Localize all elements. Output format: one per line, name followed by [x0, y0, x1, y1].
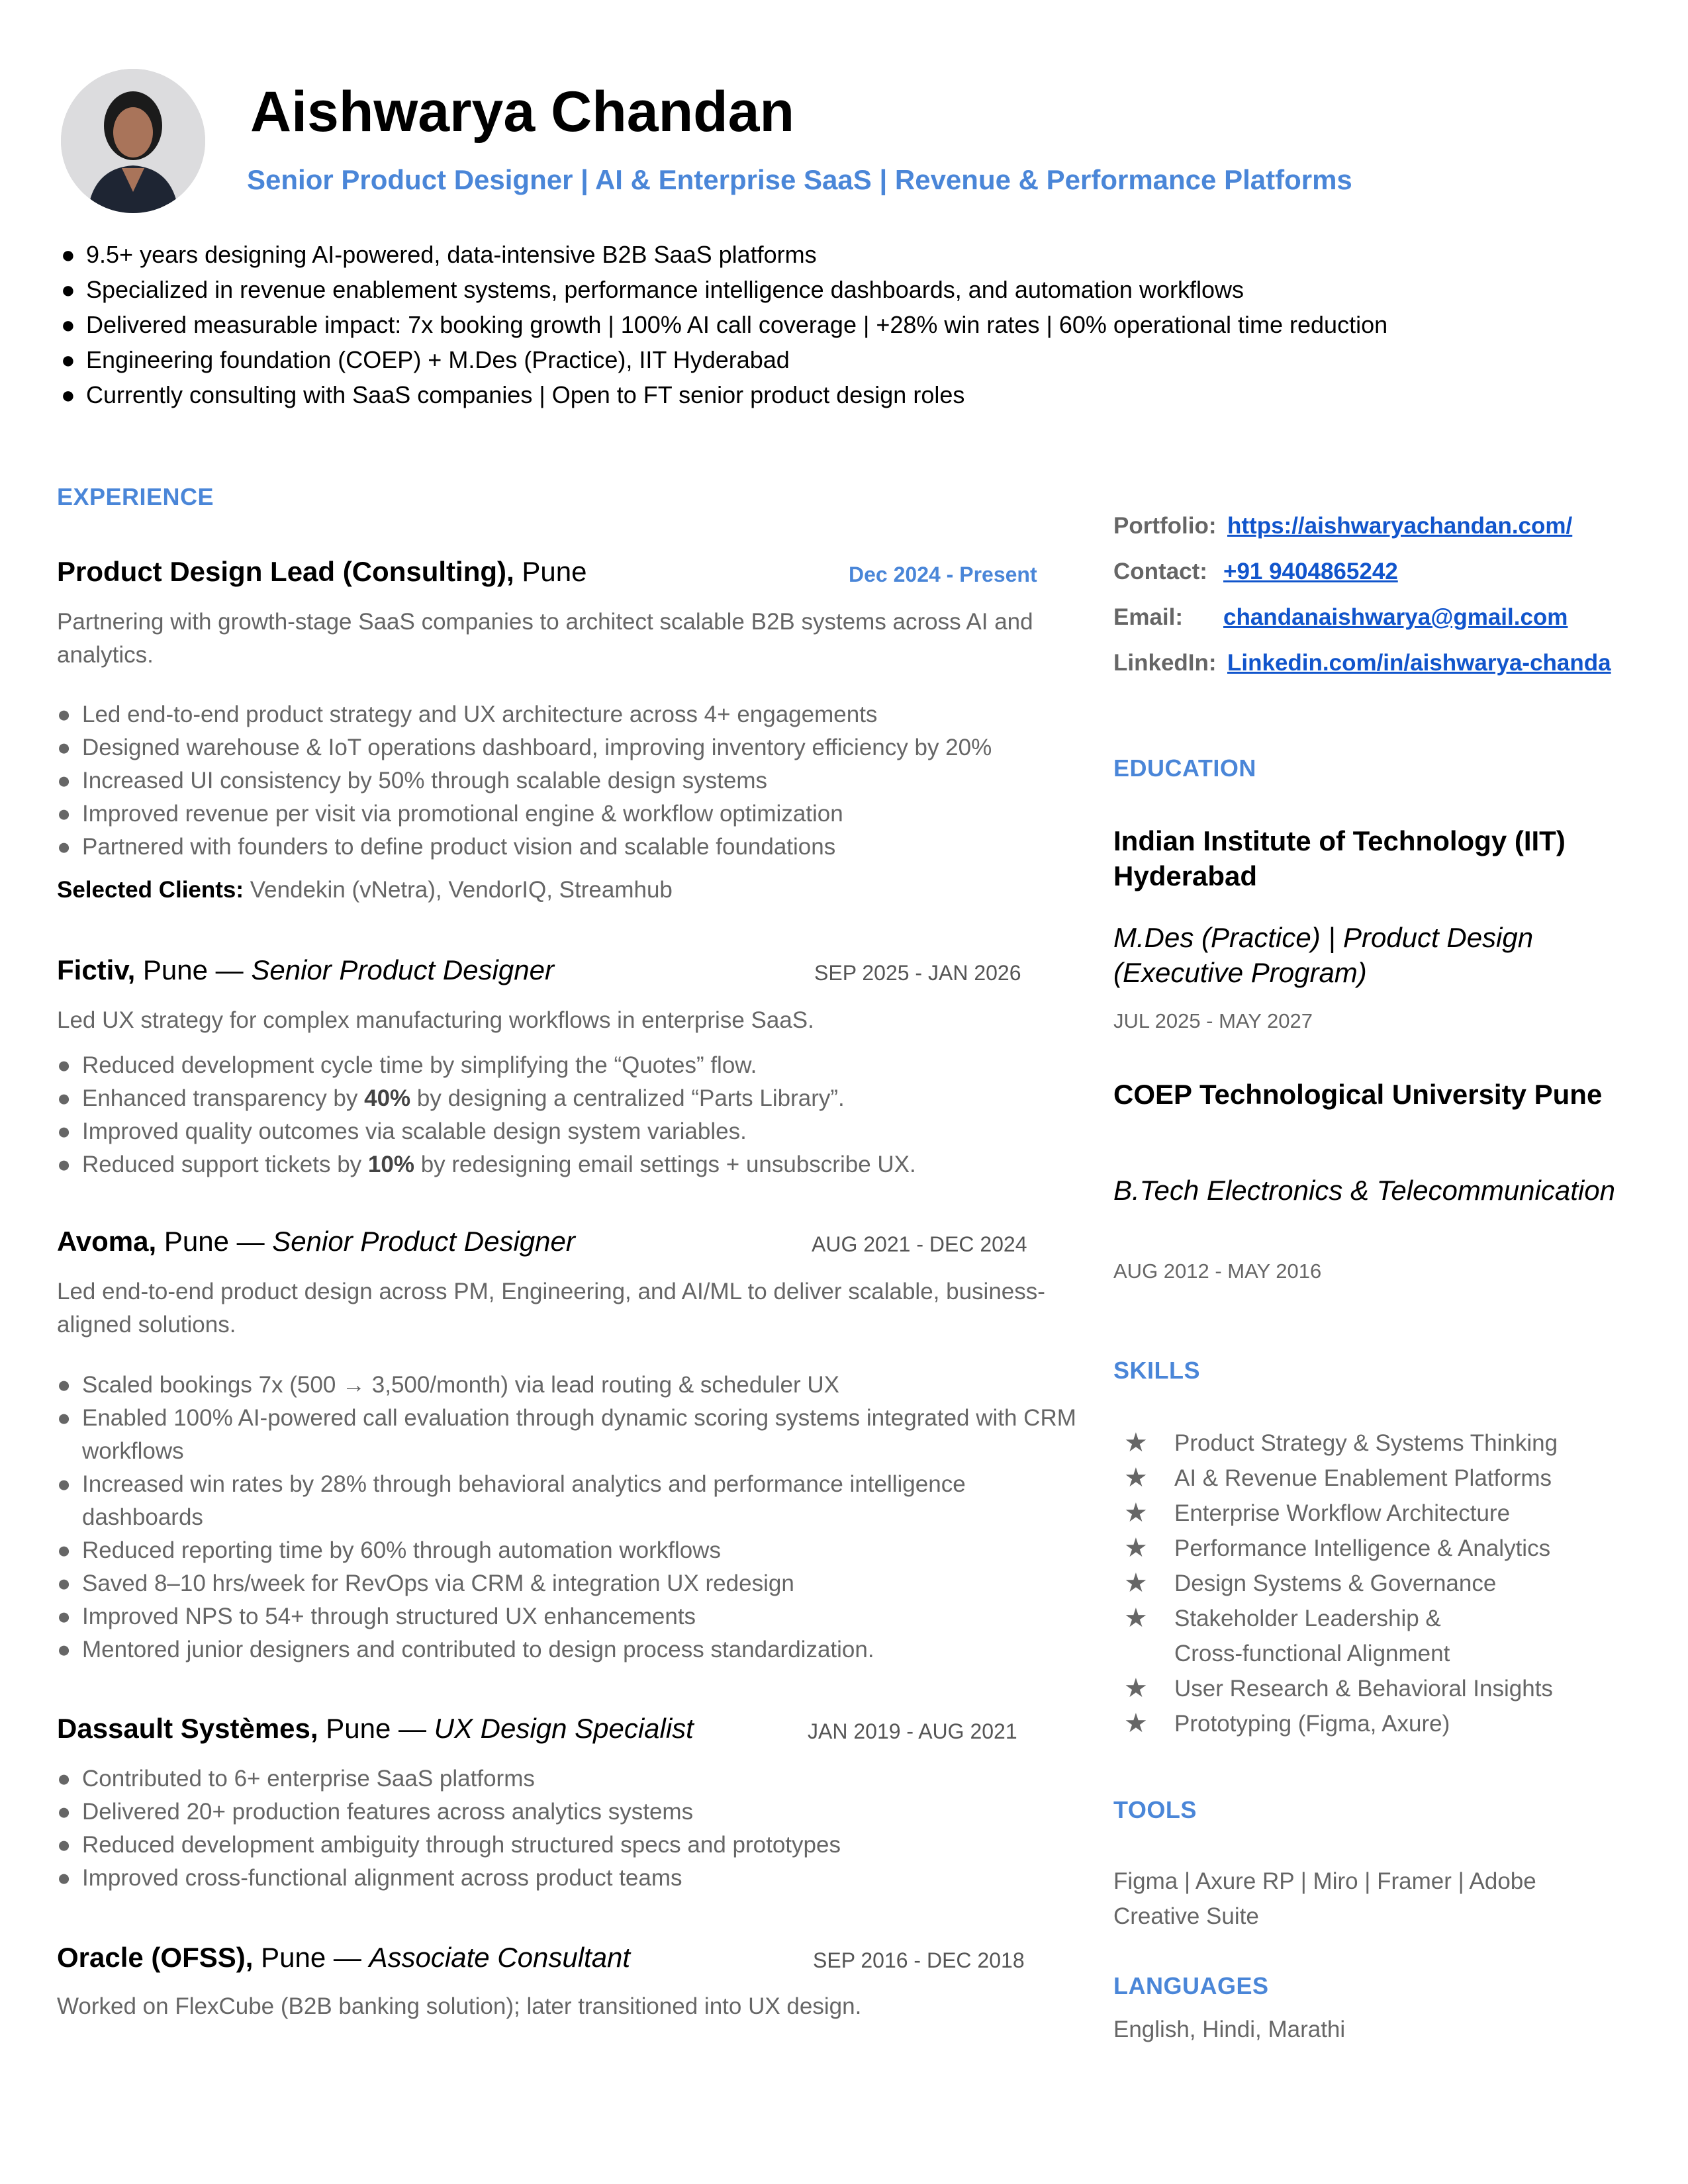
list-item: ★ Performance Intelligence & Analytics	[1113, 1531, 1617, 1566]
list-item: ● Improved NPS to 54+ through structured UX enhancements	[57, 1604, 696, 1629]
job-date-consulting: Dec 2024 - Present	[849, 563, 1037, 586]
bullet-icon: ●	[61, 346, 75, 373]
list-item: ● Reduced development cycle time by simplifying the “Quotes” flow.	[57, 1052, 757, 1078]
list-item: ● Increased win rates by 28% through behavioral analytics and performance intelligence dashboards	[57, 1471, 966, 1530]
list-item: ● Reduced development ambiguity through structured specs and prototypes	[57, 1832, 841, 1858]
tools-text: Figma | Axure RP | Miro | Framer | Adobe Creative Suite	[1113, 1868, 1536, 1929]
skills-heading: SKILLS	[1113, 1357, 1201, 1384]
job-title-fictiv: Fictiv, Pune — Senior Product Designer	[57, 954, 554, 985]
summary-item: ● Currently consulting with SaaS companies | Open to FT senior product design roles	[61, 377, 1583, 412]
list-item: ● Partnered with founders to define product vision and scalable foundations	[57, 834, 836, 860]
list-item: ● Improved cross-functional alignment across product teams	[57, 1865, 682, 1891]
star-icon: ★	[1124, 1569, 1148, 1598]
languages-heading: LANGUAGES	[1113, 1972, 1269, 1999]
list-item: ● Reduced support tickets by 10% by redesigning email settings + unsubscribe UX.	[57, 1152, 916, 1177]
job-description: Worked on FlexCube (B2B banking solution); later transitioned into UX design.	[57, 1993, 862, 2019]
list-item: ● Improved revenue per visit via promotional engine & workflow optimization	[57, 801, 843, 827]
job-title-dassault: Dassault Systèmes, Pune — UX Design Specialist	[57, 1713, 694, 1744]
job-date-fictiv: SEP 2025 - JAN 2026	[814, 961, 1021, 985]
job-title-oracle: Oracle (OFSS), Pune — Associate Consultant	[57, 1942, 631, 1973]
portfolio-link[interactable]: https://aishwaryachandan.com/	[1227, 513, 1573, 539]
bullet-icon: ●	[61, 381, 75, 408]
list-item: ★ Enterprise Workflow Architecture	[1113, 1496, 1617, 1531]
list-item: ● Enhanced transparency by 40% by designing a centralized “Parts Library”.	[57, 1085, 845, 1111]
job-title-consulting: Product Design Lead (Consulting), Pune	[57, 556, 587, 587]
list-item: ● Enabled 100% AI-powered call evaluation through dynamic scoring systems integrated with CRM workflows	[57, 1405, 1076, 1464]
star-icon: ★	[1124, 1428, 1148, 1457]
list-item: ● Increased UI consistency by 50% through scalable design systems	[57, 768, 767, 794]
list-item: ● Saved 8–10 hrs/week for RevOps via CRM & integration UX redesign	[57, 1570, 794, 1596]
list-item: ● Designed warehouse & IoT operations dashboard, improving inventory efficiency by 20%	[57, 735, 992, 760]
job-bullets-avoma	[57, 1369, 1076, 1666]
list-item: ● Contributed to 6+ enterprise SaaS platforms	[57, 1766, 535, 1792]
portfolio-row: Portfolio: https://aishwaryachandan.com/	[1113, 513, 1573, 539]
star-icon: ★	[1124, 1498, 1148, 1527]
email-row: Email: chandanaishwarya@gmail.com	[1113, 604, 1568, 630]
education-date: JUL 2025 - MAY 2027	[1113, 1009, 1313, 1032]
skills-list	[1113, 1426, 1617, 1741]
education-degree-btech: B.Tech Electronics & Telecommunication	[1113, 1175, 1615, 1206]
summary-item: ● Engineering foundation (COEP) + M.Des (Practice), IIT Hyderabad	[61, 342, 1583, 377]
linkedin-row: LinkedIn: Linkedin.com/in/aishwarya-chanda	[1113, 650, 1611, 676]
list-item: ★ AI & Revenue Enablement Platforms	[1113, 1461, 1617, 1496]
phone-link[interactable]: +91 9404865242	[1223, 559, 1398, 584]
star-icon: ★	[1124, 1709, 1148, 1738]
job-date-oracle: SEP 2016 - DEC 2018	[813, 1948, 1025, 1972]
candidate-name: Aishwarya Chandan	[250, 80, 794, 144]
languages-text: English, Hindi, Marathi	[1113, 2017, 1346, 2042]
job-bullets-fictiv	[57, 1049, 1076, 1181]
star-icon: ★	[1124, 1674, 1148, 1703]
job-date-dassault: JAN 2019 - AUG 2021	[808, 1719, 1017, 1743]
star-icon: ★	[1124, 1463, 1148, 1492]
job-title-avoma: Avoma, Pune — Senior Product Designer	[57, 1226, 575, 1257]
summary-item: ● Delivered measurable impact: 7x booking growth | 100% AI call coverage | +28% win rates | 60% operational time reduction	[61, 307, 1583, 342]
contact-block	[1113, 503, 1611, 686]
job-description: Partnering with growth-stage SaaS companies to architect scalable B2B systems across AI and analytics.	[57, 609, 1033, 668]
list-item: ★ User Research & Behavioral Insights	[1113, 1671, 1617, 1706]
list-item: ● Improved quality outcomes via scalable design system variables.	[57, 1118, 747, 1144]
list-item: ★ Design Systems & Governance	[1113, 1566, 1617, 1601]
tools-heading: TOOLS	[1113, 1796, 1197, 1823]
job-description: Led UX strategy for complex manufacturing workflows in enterprise SaaS.	[57, 1007, 814, 1033]
avatar	[61, 69, 205, 213]
summary-list	[61, 237, 1583, 412]
candidate-tagline: Senior Product Designer | AI & Enterprise SaaS | Revenue & Performance Platforms	[247, 164, 1352, 195]
experience-heading: EXPERIENCE	[57, 483, 214, 510]
list-item: ● Delivered 20+ production features across analytics systems	[57, 1799, 694, 1825]
job-date-avoma: AUG 2021 - DEC 2024	[812, 1232, 1027, 1256]
bullet-icon: ●	[61, 241, 75, 268]
star-icon: ★	[1124, 1533, 1148, 1563]
education-degree-mdes: M.Des (Practice) | Product Design (Executive Program)	[1113, 922, 1534, 988]
education-school-iit: Indian Institute of Technology (IIT) Hyderabad	[1113, 825, 1566, 891]
list-item: ★ Stakeholder Leadership & Cross-functional Alignment	[1113, 1601, 1485, 1671]
linkedin-link[interactable]: Linkedin.com/in/aishwarya-chanda	[1227, 650, 1611, 676]
summary-item: ● Specialized in revenue enablement systems, performance intelligence dashboards, and automation workflows	[61, 272, 1583, 307]
job-bullets-dassault	[57, 1762, 1076, 1895]
job-description: Led end-to-end product design across PM, Engineering, and AI/ML to deliver scalable, business-aligned solutions.	[57, 1279, 1045, 1338]
list-item: ★ Prototyping (Figma, Axure)	[1113, 1706, 1617, 1741]
list-item: ● Mentored junior designers and contributed to design process standardization.	[57, 1637, 874, 1662]
education-school-coep: COEP Technological University Pune	[1113, 1079, 1603, 1110]
list-item: ★ Product Strategy & Systems Thinking	[1113, 1426, 1617, 1461]
bullet-icon: ●	[61, 276, 75, 303]
profile-photo-icon	[61, 69, 205, 213]
phone-row: Contact: +91 9404865242	[1113, 559, 1398, 584]
education-heading: EDUCATION	[1113, 754, 1256, 782]
star-icon: ★	[1124, 1604, 1148, 1633]
selected-clients: Selected Clients: Vendekin (vNetra), VendorIQ, Streamhub	[57, 877, 673, 903]
education-date: AUG 2012 - MAY 2016	[1113, 1259, 1322, 1283]
list-item: ● Scaled bookings 7x (500 → 3,500/month) via lead routing & scheduler UX	[57, 1372, 839, 1398]
job-bullets-consulting	[57, 698, 1076, 864]
email-link[interactable]: chandanaishwarya@gmail.com	[1223, 604, 1568, 630]
summary-item: ● 9.5+ years designing AI-powered, data-intensive B2B SaaS platforms	[61, 237, 1583, 272]
list-item: ● Led end-to-end product strategy and UX architecture across 4+ engagements	[57, 702, 878, 727]
list-item: ● Reduced reporting time by 60% through automation workflows	[57, 1537, 721, 1563]
bullet-icon: ●	[61, 311, 75, 338]
